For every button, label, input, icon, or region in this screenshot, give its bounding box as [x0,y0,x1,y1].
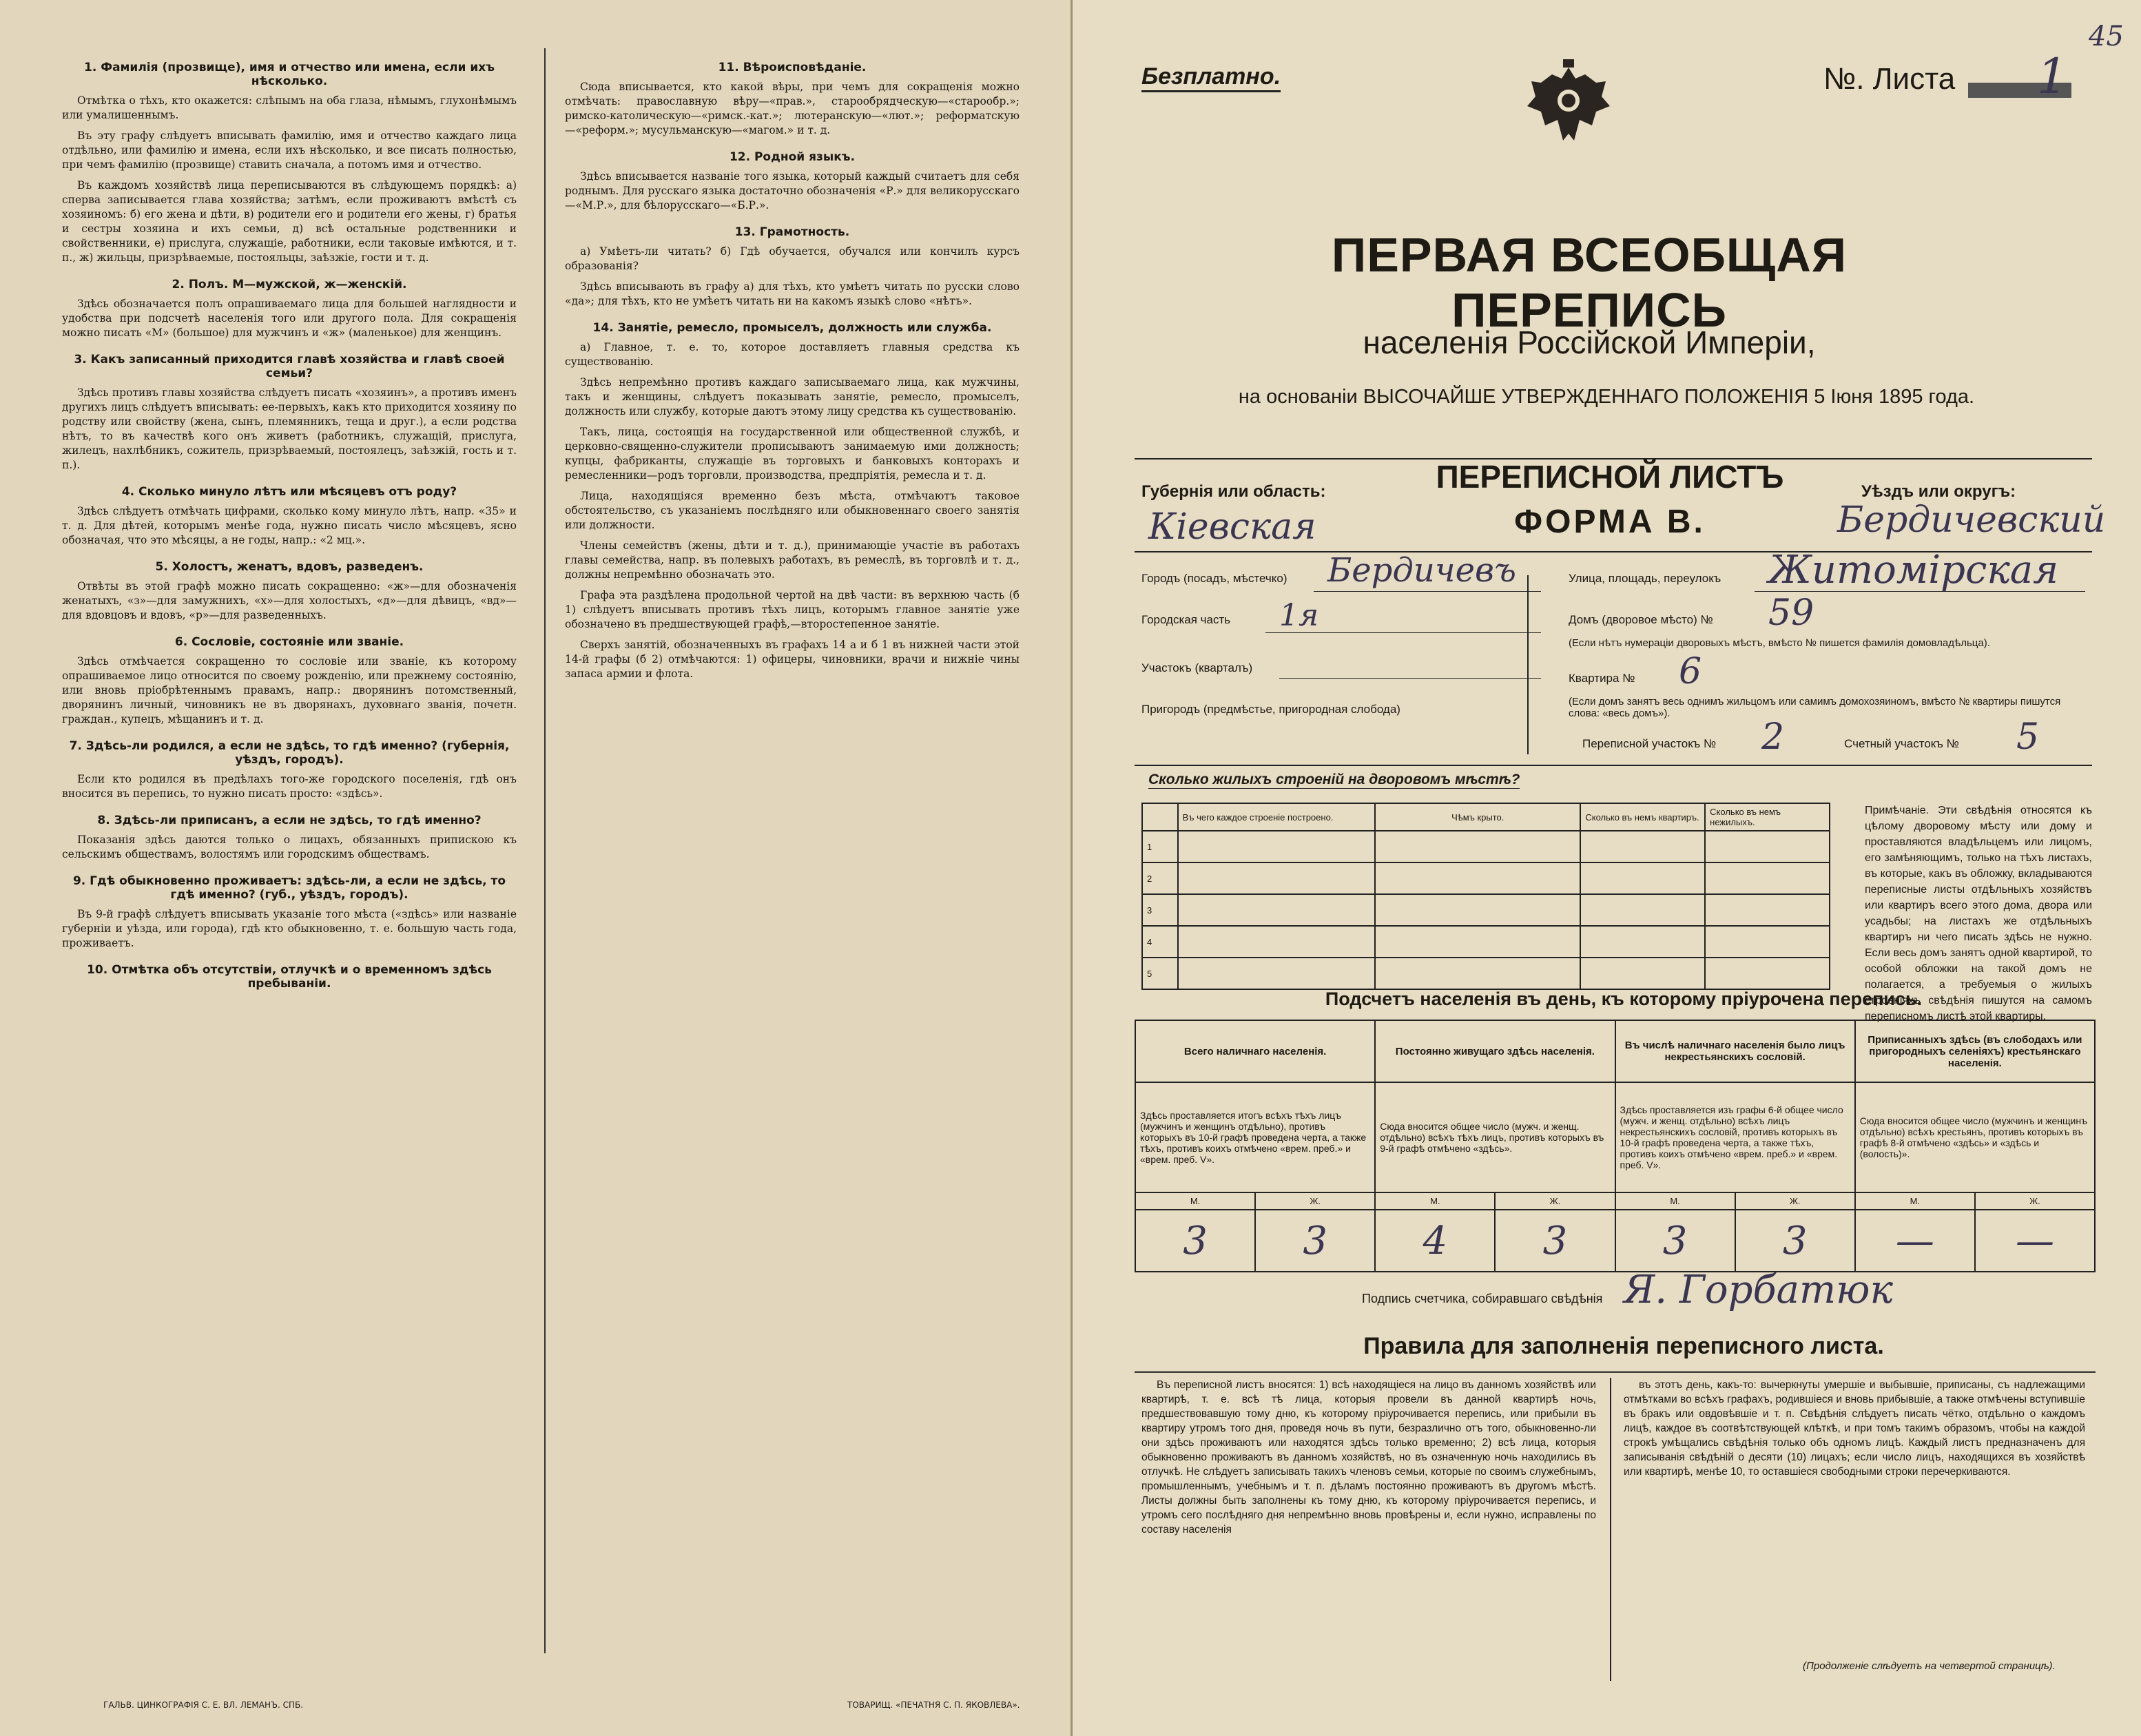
count-desc-permanent: Сюда вносится общее число (мужч. и женщ. отдѣльно) всѣхъ тѣхъ лицъ, противъ которыхъ въ 9-й графѣ отмѣчено «здѣсь». [1375,1082,1615,1192]
instruction-heading: 6. Сословіе, состояніе или званіе. [174,635,404,649]
count-value: 3 [1135,1210,1255,1272]
census-basis: на основаніи ВЫСОЧАЙШЕ УТВЕРЖДЕННАГО ПОЛОЖЕНІЯ 5 Іюня 1895 года. [1238,386,1975,408]
count-header-peasant: Приписанныхъ здѣсь (въ слободахъ или пригородныхъ селеніяхъ) крестьянскаго населенія. [1855,1020,2095,1082]
instruction-paragraph: Здѣсь отмѣчается сокращенно то сословіе или званіе, къ которому опрашиваемое лицо относится по своему рожденію, или прежнему состоянію, или вновь пріобрѣтеннымъ правамъ, напр.: дворянинъ потомственный, дворянинъ личный, чиновникъ не въ дворянахъ, духовнаго званія, почетн. граждан., купецъ, мѣщанинъ и т. д. [62,655,517,725]
column-divider [544,48,546,1653]
house-label: Домъ (дворовое мѣсто) № [1569,613,1713,626]
instruction-paragraph: Здѣсь вписывается названіе того языка, который каждый считаетъ для себя роднымъ. Для русскаго языка достаточно обозначенія «Р.» для великорусскаго—«М.Р.», для бѣлорусскаго—«Б.Р.». [565,170,1020,211]
counter-signature: Я. Горбатюк [1624,1268,1893,1312]
sex-label: М. [1615,1192,1735,1210]
buildings-header-apartments: Сколько въ немъ квартиръ. [1580,803,1705,831]
rules-title: Правила для заполненія переписного листа. [1363,1333,1884,1359]
instructions-column-2 [565,48,1020,1674]
buildings-table [1141,803,1830,990]
buildings-question: Сколько жилыхъ строеній на дворовомъ мѣстѣ? [1148,772,1520,787]
buildings-header-material: Въ чего каждое строеніе построено. [1178,803,1375,831]
count-value: 3 [1495,1210,1615,1272]
form-title: ПЕРЕПИСНОЙ ЛИСТЪ [1436,459,1784,495]
count-value: 4 [1375,1210,1495,1272]
printer-credit-right: ТОВАРИЩ. «ПЕЧАТНЯ С. П. ЯКОВЛЕВА». [847,1700,1020,1710]
instruction-heading: 5. Холостъ, женатъ, вдовъ, разведенъ. [155,560,424,574]
count-value: — [1855,1210,1975,1272]
instruction-paragraph: Въ эту графу слѣдуетъ вписывать фамилію, имя и отчество каждаго лица отдѣльно, или фамилію и имена, если ихъ нѣсколько, и все писать полностью, при чемъ фамилію (прозвище) ставить сначала, а потомъ имя и отчество. [62,130,517,171]
city-part-value: 1я [1279,598,1319,633]
printer-credit-left: ГАЛЬВ. ЦИНКОГРАФІЯ С. Е. ВЛ. ЛЕМАНЪ. СПБ. [103,1700,304,1710]
count-value: — [1975,1210,2095,1272]
instructions-column-1 [62,48,517,1674]
instruction-paragraph: Отмѣтка о тѣхъ, кто окажется: слѣпымъ на оба глаза, нѣмымъ, глухонѣмымъ или умалишеннымъ. [62,94,517,121]
sheet-number-label: №. Листа [1823,62,1956,96]
instruction-paragraph: Если кто родился въ предѣлахъ того-же городского поселенія, гдѣ онъ вносится въ перепись, то нужно писать просто: «здѣсь». [62,773,517,800]
census-area-label: Переписной участокъ № [1582,737,1717,750]
signature-label: Подпись счетчика, собиравшаго свѣдѣнія [1362,1292,1603,1305]
corner-note: 45 [2089,21,2124,52]
sheet-number-value: 1 [2037,48,2068,105]
city-label: Городъ (посадъ, мѣстечко) [1141,572,1287,585]
imperial-eagle-icon [1513,48,1624,158]
instruction-paragraph: Лица, находящіяся временно безъ мѣста, отмѣчаютъ таковое обстоятельство, съ указаніемъ послѣдняго или обыкновеннаго своего занятія или должности. [565,490,1020,531]
count-header-permanent: Постоянно живущаго здѣсь населенія. [1375,1020,1615,1082]
instruction-paragraph: а) Главное, т. е. то, которое доставляетъ главныя средства къ существованію. [565,341,1020,368]
house-value: 59 [1768,592,1814,634]
instruction-heading: 10. Отмѣтка объ отсутствіи, отлучкѣ и о временномъ здѣсь пребываніи. [87,963,492,991]
population-count-table [1135,1020,2096,1272]
instruction-paragraph: Здѣсь противъ главы хозяйства слѣдуетъ писать «хозяинъ», а противъ именъ другихъ лицъ слѣдуетъ вписывать: ее-первыхъ, какъ кто приходится хозяину по родству или свойству (жена, сынъ, племянникъ, теща и друг.), а если родства нѣтъ, то въ качествѣ кого онъ живетъ (работникъ, служащій, прислуга, жилецъ, нахлѣбникъ, сожитель, призрѣваемый, постоялецъ, заѣзжій, гость и т. п.). [62,386,517,471]
instruction-heading: 3. Какъ записанный приходится главѣ хозяйства и главѣ своей семьи? [74,353,505,380]
rules-left-column: Въ переписной листъ вносятся: 1) всѣ находящіеся на лицо въ данномъ хозяйствѣ или квартирѣ, т. е. всѣ тѣ лица, которыя провели въ данной квартирѣ ночь, предшествовавшую тому дню, къ которому пріурочивается перепись, или прибыли въ квартиру утромъ того дня, проведя ночь въ пути, безразлично отъ того, обыкновенно-ли они здѣсь проживаютъ или находятся здѣсь только временно; 2) всѣ лица, которыя обыкновенно проживаютъ въ данномъ хозяйствѣ, но въ означенную ночь находились въ отлучкѣ. Не слѣдуетъ записывать такихъ членовъ семьи, которые по своимъ служебнымъ, промышленнымъ, учебнымъ и т. п. дѣламъ постоянно проживаютъ въ другомъ мѣстѣ. Листы должны быть заполнены къ тому дню, къ которому пріурочивается перепись, и утромъ сего послѣдняго дня непремѣнно вновь провѣрены и, если нужно, исправлены по составу населенія [1141,1379,1596,1536]
count-header-present: Всего наличнаго населенія. [1135,1020,1375,1082]
instruction-paragraph: Здѣсь вписывають въ графу а) для тѣхъ, кто умѣетъ читать по русски слово «да»; для тѣхъ, кто не умѣетъ читать ни на какомъ языкѣ слово «нѣтъ». [565,280,1020,307]
count-desc-present: Здѣсь проставляется итогъ всѣхъ тѣхъ лицъ (мужчинъ и женщинъ отдѣльно), противъ которыхъ въ 10-й графѣ проведена черта, а также тѣхъ, противъ коихъ отмѣчено «врем. преб.» и «врем. преб. V». [1135,1082,1375,1192]
count-area-label: Счетный участокъ № [1844,737,1959,750]
count-title: Подсчетъ населенія въ день, къ которому пріурочена перепись. [1325,989,1923,1009]
instruction-paragraph: Члены семействъ (жены, дѣти и т. д.), принимающіе участіе въ работахъ главы семейства, напр. въ полевыхъ работахъ, въ ремеслѣ, въ торговлѣ и т. д., должны непремѣнно обозначать это. [565,539,1020,581]
buildings-row-number: 3 [1142,894,1178,926]
sex-label: Ж. [1975,1192,2095,1210]
form-letter: ФОРМА В. [1514,504,1706,540]
instruction-paragraph: Здѣсь непремѣнно противъ каждаго записываемаго лица, как мужчины, такъ и женщины, слѣдуетъ показывать занятіе, ремесло, промыселъ, должность или службу, которые даютъ этому лицу средства къ существованію. [565,376,1020,417]
right-page [1070,0,2141,1736]
city-value: Бердичевъ [1327,551,1516,590]
sex-label: М. [1135,1192,1255,1210]
free-label: Безплатно. [1141,63,1281,92]
apartment-value: 6 [1679,651,1702,692]
instruction-heading: 2. Полъ. М—мужской, ж—женскій. [172,278,407,291]
province-value: Кіевская [1148,506,1316,548]
count-value: 3 [1735,1210,1855,1272]
buildings-row-number: 1 [1142,831,1178,862]
instruction-paragraph: Сверхъ занятій, обозначенныхъ въ графахъ 14 а и б 1 въ нижней части этой 14-й графы (б 2) отмѣчаются: 1) офицеры, чиновники, врачи и нижніе чины запаса армии и флота. [565,639,1020,680]
sex-label: М. [1375,1192,1495,1210]
instruction-paragraph: Отвѣты въ этой графѣ можно писать сокращенно: «ж»—для обозначенія женатыхъ, «з»—для замужнихъ, «х»—для холостыхъ, «д»—для дѣвицъ, «вд»—для вдовцовъ и вдовъ, «р»—для разведенныхъ. [62,580,517,621]
count-area-value: 5 [2016,716,2040,758]
count-value: 3 [1615,1210,1735,1272]
instruction-heading: 8. Здѣсь-ли приписанъ, а если не здѣсь, то гдѣ именно? [97,814,482,827]
instruction-paragraph: Такъ, лица, состоящія на государственной или общественной службѣ, и церковно-священно-служители прописываютъ занимаемую ими должность; купцы, фабриканты, служащіе въ торговыхъ и банковыхъ конторахъ и ремесленники—родъ торговли, производства, предпріятія, ремесла и т. д. [565,426,1020,482]
census-area-value: 2 [1761,716,1785,758]
instruction-heading: 12. Родной языкъ. [729,150,856,164]
rules-continued-note: (Продолженіе слѣдуетъ на четвертой страницѣ). [1803,1660,2056,1672]
province-label: Губернія или область: [1141,482,1326,501]
buildings-row-number: 2 [1142,862,1178,894]
count-desc-peasant: Сюда вносится общее число (мужчинъ и женщинъ отдѣльно) всѣхъ крестьянъ, противъ которыхъ въ графѣ 8-й отмѣчено «здѣсь» и «здѣсь и (волость)». [1855,1082,2095,1192]
instruction-heading: 14. Занятіе, ремесло, промыселъ, должность или служба. [592,321,992,335]
instruction-paragraph: Здѣсь обозначается полъ опрашиваемаго лица для большей наглядности и удобства при подсчетѣ населенія того или другого пола. Для сокращенія можно писать «М» (большое) для мужчинъ и «ж» (маленькое) для женщинъ. [62,298,517,339]
apartment-label: Квартира № [1569,672,1635,685]
count-value: 3 [1255,1210,1375,1272]
instruction-paragraph: Въ 9-й графѣ слѣдуетъ вписывать указаніе того мѣста («здѣсь» или названіе губерніи и уѣзда, или города), гдѣ кто обыкновенно, т. е. большую часть года, проживаетъ. [62,908,517,949]
sex-label: Ж. [1495,1192,1615,1210]
instruction-heading: 4. Сколько минуло лѣтъ или мѣсяцевъ отъ роду? [121,485,457,499]
instruction-heading: 1. Фамилія (прозвище), имя и отчество или имена, если ихъ нѣсколько. [84,61,495,88]
district-label: Уѣздъ или округъ: [1861,482,2016,501]
buildings-row-number: 5 [1142,958,1178,989]
sex-label: Ж. [1735,1192,1855,1210]
instruction-paragraph: Въ каждомъ хозяйствѣ лица переписываются въ слѣдующемъ порядкѣ: а) сперва записывается глава хозяйства; затѣмъ, если проживаютъ вмѣстѣ съ хозяиномъ: б) его жена и дѣти, в) родители его и родители его жены, г) братья и сестры хозяина и ихъ семьи, д) всѣ остальные родственники и свойственники, е) прислуга, служащіе, работники, если таковые имѣются, и т. п., ж) жильцы, призрѣваемые, постояльцы, заѣзжіе, гости и т. д. [62,179,517,264]
count-header-nonpeasant: Въ числѣ наличнаго населенія было лицъ некрестьянскихъ сословій. [1615,1020,1855,1082]
house-note: (Если нѣтъ нумераціи дворовыхъ мѣстъ, вмѣсто № пишется фамилія домовладѣльца). [1569,637,1990,649]
sex-label: М. [1855,1192,1975,1210]
district-value: Бердичевский [1837,499,2106,541]
suburb-label: Пригородъ (предмѣстье, пригородная слобода) [1141,703,1400,716]
instruction-heading: 11. Вѣроисповѣданіе. [718,61,867,74]
sex-label: Ж. [1255,1192,1375,1210]
instruction-paragraph: Сюда вписывается, кто какой вѣры, при чемъ для сокращенія можно отмѣчать: православную вѣру—«прав.», старообрядческую—«старообр.»; римско-католическую—«римск.-кат.»; лютеранскую—«лют.»; реформатскую—«реформ.»; мусульманскую—«магом.» и т. д. [565,81,1020,136]
street-label: Улица, площадь, переулокъ [1569,572,1721,585]
instruction-heading: 7. Здѣсь-ли родился, а если не здѣсь, то гдѣ именно? (губернія, уѣздъ, городъ). [69,739,510,767]
left-page [0,0,1070,1736]
apartment-note: (Если домъ занятъ весь однимъ жильцомъ или самимъ домохозяиномъ, вмѣсто № квартиры пишутся слова: «весь домъ»). [1569,696,2061,719]
buildings-header-roof: Чѣмъ крыто. [1375,803,1580,831]
buildings-row-number: 4 [1142,926,1178,958]
instruction-paragraph: а) Умѣетъ-ли читать? б) Гдѣ обучается, обучался или кончилъ курсъ образованія? [565,245,1020,272]
buildings-header-nonresidential: Сколько въ немъ нежилыхъ. [1705,803,1830,831]
precinct-label: Участокъ (кварталъ) [1141,661,1253,674]
census-subtitle: населенія Россійской Имперіи, [1363,324,1816,360]
count-desc-nonpeasant: Здѣсь проставляется изъ графы 6-й общее число (мужч. и женщ. отдѣльно) всѣхъ лицъ некрестьянскихъ сословій, противъ которыхъ въ 10-й графѣ проведена черта, а также тѣхъ, противъ коихъ отмѣчено «врем. преб.» и «врем. преб. V». [1615,1082,1855,1192]
instruction-heading: 9. Гдѣ обыкновенно проживаетъ: здѣсь-ли, а если не здѣсь, то гдѣ именно? (губ., уѣздъ, городъ). [72,874,506,902]
instruction-heading: 13. Грамотность. [734,225,850,239]
census-title: ПЕРВАЯ ВСЕОБЩАЯ ПЕРЕПИСЬ [1331,228,1848,337]
instruction-paragraph: Здѣсь слѣдуетъ отмѣчать цифрами, сколько кому минуло лѣтъ, напр. «35» и т. д. Для дѣтей, которымъ менѣе года, нужно писать число мѣсяцевъ, ясно обозначая, что это мѣсяцы, а не годы, напр.: «2 мц.». [62,505,517,546]
city-part-label: Городская часть [1141,613,1231,626]
rules-right-column: въ этотъ день, какъ-то: вычеркнуты умершіе и выбывшіе, приписаны, съ надлежащими отмѣтками во всѣхъ графахъ, родившіеся и вновь прибывшіе, а также отмѣчены вступившіе въ бракъ или овдовѣвшіе и т. п. Свѣдѣнія слѣдуетъ писать чётко, отдѣльно о каждомъ лицѣ, каждое въ соотвѣтствующей клѣткѣ, и при томъ такимъ образомъ, чтобы на каждой строкѣ умѣщались свѣдѣнія только объ одномъ лицѣ. Каждый листъ предназначенъ для записыванія свѣдѣній о десяти (10) лицахъ; если число лицъ, находящихся въ хозяйствѣ или квартирѣ, менѣе 10, то оставшіеся свободными строки перечеркиваются. [1624,1379,2085,1478]
instruction-paragraph: Графа эта раздѣлена продольной чертой на двѣ части: въ верхнюю часть (б 1) слѣдуетъ вписывать противъ тѣхъ лицъ, которымъ главное занятіе уже обозначено въ предшествующей графѣ,—второстепенное занятіе. [565,589,1020,630]
street-value: Житомірская [1768,548,2059,592]
buildings-note: Примѣчаніе. Эти свѣдѣнія относятся къ цѣлому дворовому мѣсту или дому и проставляются владѣльцемъ или лицомъ, его замѣняющимъ, только на тѣхъ листахъ, въ которые, какъ въ обложку, вкладываются переписные листы отдѣльныхъ хозяйствъ или квартиръ всего этого дома, двора или усадьбы; на листахъ же отдѣльныхъ квартиръ ни чего писать здѣсь не нужно. Если весь домъ занятъ одной квартирой, то особой обложки на такой домъ не полагается, а требуемыя о жилыхъ строеніяхъ свѣдѣнія пишутся на самомъ переписномъ листѣ этой квартиры. [1865,805,2092,1022]
instruction-paragraph: Показанія здѣсь даются только о лицахъ, обязанныхъ припискою къ сельскимъ обществамъ, волостямъ или городскимъ обществамъ. [62,834,517,860]
